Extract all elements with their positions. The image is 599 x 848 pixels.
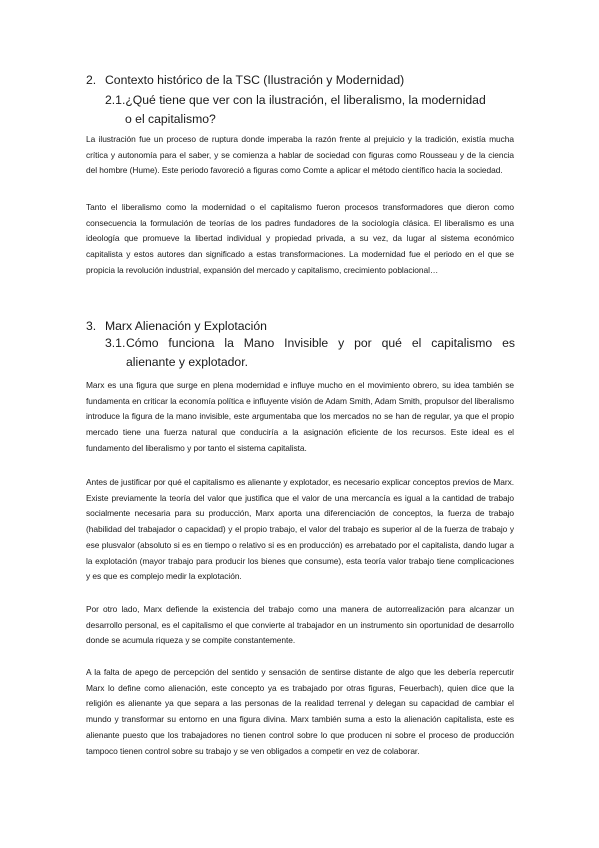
subsection-2-1-number: 2.1.	[105, 93, 126, 107]
subsection-3-1-title-line1: Cómo funciona la Mano Invisible y por qué el capitalismo es	[126, 336, 515, 350]
section-2-number: 2.	[86, 73, 97, 87]
section-3-title: Marx Alienación y Explotación	[105, 319, 267, 333]
paragraph-2-1-1: La ilustración fue un proceso de ruptura donde imperaba la razón frente al prejuicio y la tradición, existía mucha crítica y autonomía para el saber, y se comienza a hablar de sociedad con figuras como Rousseau y de la ciencia del hombre (Hume). Este periodo favoreció a figuras como Comte a aplicar el método científico hacia la sociedad.	[86, 134, 514, 176]
subsection-2-1-heading	[105, 91, 525, 129]
subsection-3-1-heading	[105, 334, 515, 372]
paragraph-3-1-2: Antes de justificar por qué el capitalismo es alienante y explotador, es necesario explicar conceptos previos de Marx. Existe previamente la teoría del valor que justifica que el valor de una mercancía es igual a la cantidad de trabajo socialmente necesaria para su producción, Marx aporta una diferenciación de conceptos, la fuerza de trabajo (habilidad del trabajador o capacidad) y el propio trabajo, el valor del trabajo es superior al de la fuerza de trabajo y ese plusvalor (absoluto si es en tiempo o relativo si es en producción) es arrebatado por el capitalista, dando lugar a la explotación (mayor trabajo para producir los bienes que consume), esta teoría valor trabajo tiene complicaciones y es que es complejo medir la explotación.	[86, 477, 514, 582]
subsection-2-1-title-line2: o el capitalismo?	[125, 112, 216, 126]
paragraph-2-1-2: Tanto el liberalismo como la modernidad o el capitalismo fueron procesos transformadores que dieron como consecuencia la formulación de teorías de los padres fundadores de la sociología clásica. El liberalismo es una ideología que promueve la libertad individual y propiedad privada, a su vez, da lugar al sistema económico capitalista y estos autores dan significado a estas transformaciones. La modernidad fue el periodo en el que se propicia la revolución industrial, expansión del mercado y capitalismo, crecimiento poblacional…	[86, 202, 514, 275]
section-2-heading	[86, 72, 404, 88]
paragraph-3-1-3: Por otro lado, Marx defiende la existencia del trabajo como una manera de autorrealización para alcanzar un desarrollo personal, es el capitalismo el que convierte al trabajador en un instrumento sin oportunidad de desarrollo donde se acumula riqueza y se compite constantemente.	[86, 604, 514, 646]
subsection-3-1-title-line2: alienante y explotador.	[126, 355, 248, 369]
section-3-number: 3.	[86, 319, 97, 333]
subsection-3-1-number: 3.1.	[105, 336, 126, 350]
section-2-title: Contexto histórico de la TSC (Ilustración y Modernidad)	[105, 73, 405, 87]
section-3-heading	[86, 318, 267, 334]
paragraph-3-1-1: Marx es una figura que surge en plena modernidad e influye mucho en el movimiento obrero, su idea también se fundamenta en criticar la economía política e influyente visión de Adam Smith, Adam Smith, propulsor del liberalismo introduce la figura de la mano invisible, este argumentaba que los mercados no se han de regular, ya que el propio mercado tiene una fuerza natural que conduciría a la asignación eficiente de los recursos. Este ideal es el fundamento del liberalismo y por tanto el sistema capitalista.	[86, 380, 514, 453]
paragraph-3-1-4: A la falta de apego de percepción del sentido y sensación de sentirse distante de algo que les debería repercutir Marx lo define como alienación, este concepto ya es trabajado por otras figuras, Feuerbach), quien dice que la religión es alienante ya que separa a las personas de la realidad terrenal y delegan su capacidad de cambiar el mundo y transformar su entorno en una figura divina. Marx también suma a esto la alienación capitalista, este es alienante puesto que los trabajadores no tienen control sobre lo que producen ni sobre el proceso de producción tampoco tienen control sobre su trabajo y se ven obligados a competir en vez de colaborar.	[86, 667, 514, 756]
subsection-2-1-title-line1: ¿Qué tiene que ver con la ilustración, el liberalismo, la modernidad	[125, 93, 486, 107]
